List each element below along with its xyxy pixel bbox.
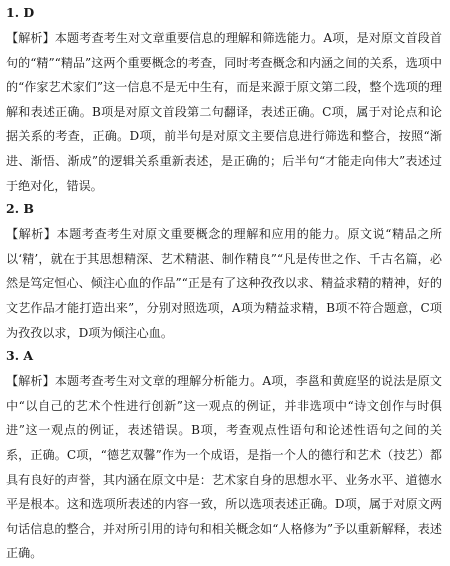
question-3 [6, 347, 442, 566]
answer-heading: 1. D [6, 5, 35, 20]
answer-heading: 2. B [6, 201, 34, 217]
explanation-paragraph: 【解析】本题考查考生对原文重要概念的理解和应用的能力。原文说“精品之所以‘精’，就在于其思想精深、艺术精湛、制作精良”“凡是传世之作、千古名篇，必然是笃定恒心、倾注心血的作品”“正是有了这种孜孜以求、精益求精的精神，好的文艺作品才能打造出来”，分别对照选项，A项为精益求精，B项不符合题意，C项为孜孜以求，D项为倾注心血。 [6, 227, 442, 340]
explanation-paragraph: 【解析】本题考查考生对文章的理解分析能力。A项，李邕和黄庭坚的说法是原文中“以自己的艺术个性进行创新”这一观点的例证，并非选项中“诗文创作与时俱进”这一观点的例证，表述错误。B项，考查观点性语句和论述性语句之间的关系，正确。C项，“德艺双馨”作为一个成语，是指一个人的德行和艺术（技艺）都具有良好的声誉，其内涵在原文中是：艺术家自身的思想水平、业务水平、道德水平是根本。这和选项所表述的内容一致，所以选项表述正确。D项，属于对原文两句话信息的整合，并对所引用的诗句和相关概念如“人格修为”予以重新解释，表述正确。 [6, 374, 442, 561]
explanation-paragraph: 【解析】本题考查考生对文章重要信息的理解和筛选能力。A项，是对原文首段首句的“精”“精品”这两个重要概念的考查，同时考查概念和内涵之间的关系，选项中的“作家艺术家们”这一信息不是无中生有，而是来源于原文第二段，整个选项的理解和表述正确。B项是对原文首段第二句翻译，表述正确。C项，属于对论点和论据关系的考查，正确。D项，前半句是对原文主要信息进行筛选和整合，按照“渐进、渐悟、渐成”的逻辑关系重新表述，是正确的；后半句“才能走向伟大”表述过于绝对化，错误。 [6, 31, 442, 193]
question-1 [6, 4, 442, 198]
answer-heading: 3. A [6, 348, 34, 364]
question-2 [6, 200, 442, 345]
